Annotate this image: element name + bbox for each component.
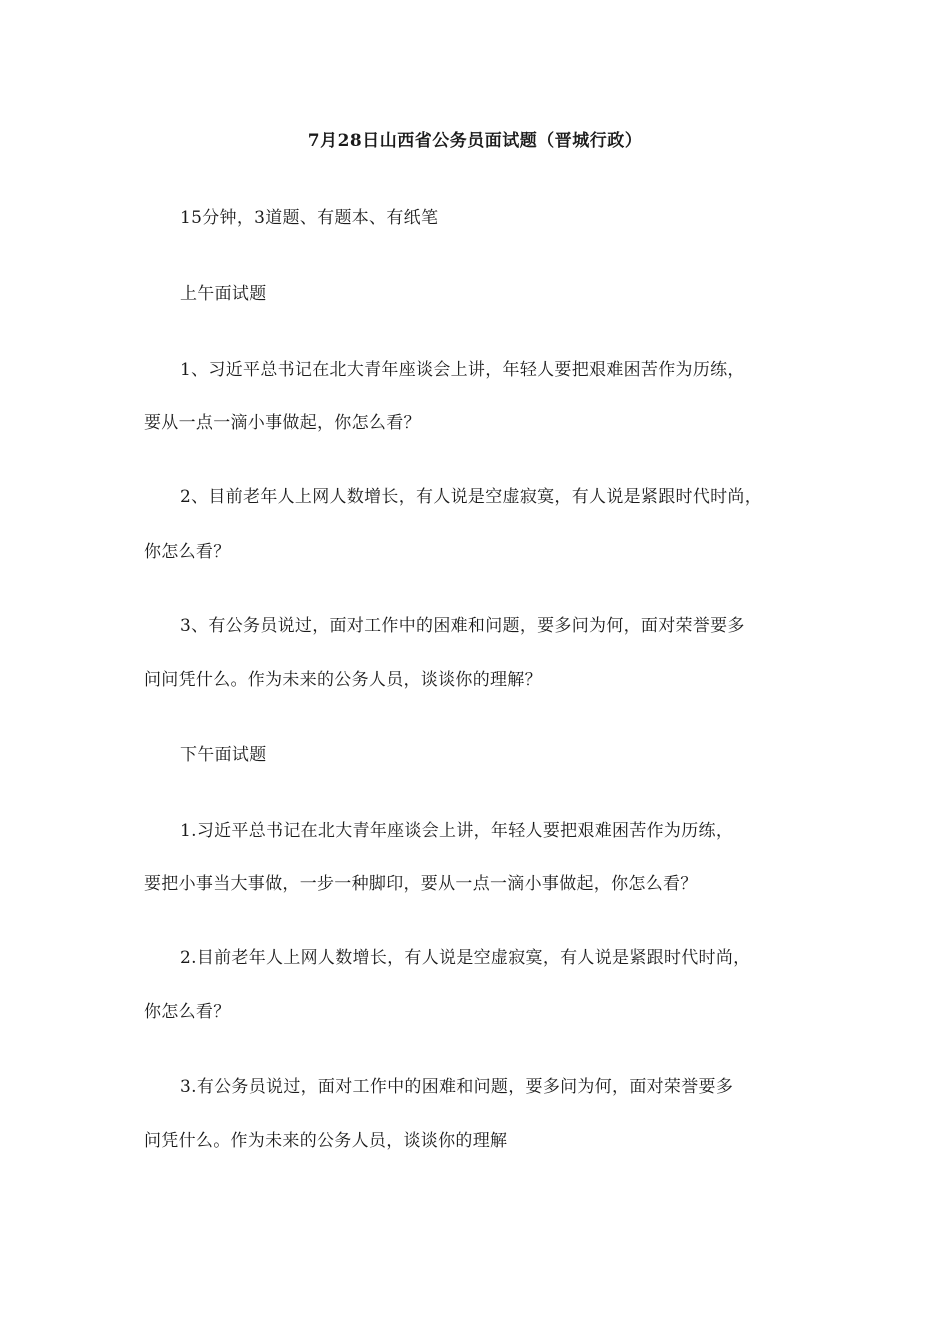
morning-question-2-line-2: 你怎么看？ (144, 542, 231, 562)
intro-text: 15分钟，3道题、有题本、有纸笔 (180, 208, 439, 228)
afternoon-question-1-line-1: 1.习近平总书记在北大青年座谈会上讲，年轻人要把艰难困苦作为历练， (180, 821, 734, 841)
morning-question-1-line-1: 1、习近平总书记在北大青年座谈会上讲，年轻人要把艰难困苦作为历练， (180, 360, 745, 380)
morning-question-2-line-1: 2、目前老年人上网人数增长，有人说是空虚寂寞，有人说是紧跟时代时尚， (180, 487, 763, 507)
morning-question-3-line-1: 3、有公务员说过，面对工作中的困难和问题，要多问为何，面对荣誉要多 (180, 616, 745, 636)
morning-question-1-line-2: 要从一点一滴小事做起，你怎么看？ (144, 413, 421, 433)
afternoon-question-1-line-2: 要把小事当大事做，一步一种脚印，要从一点一滴小事做起，你怎么看？ (144, 874, 698, 894)
afternoon-question-2-line-1: 2.目前老年人上网人数增长，有人说是空虚寂寞，有人说是紧跟时代时尚， (180, 948, 751, 968)
afternoon-question-3-line-1: 3.有公务员说过，面对工作中的困难和问题，要多问为何，面对荣誉要多 (180, 1077, 734, 1097)
morning-heading: 上午面试题 (180, 284, 267, 304)
afternoon-heading: 下午面试题 (180, 745, 267, 765)
afternoon-question-2-line-2: 你怎么看？ (144, 1002, 231, 1022)
morning-question-3-line-2: 问问凭什么。作为未来的公务人员，谈谈你的理解？ (144, 670, 542, 690)
document-title: 7月28日山西省公务员面试题（晋城行政） (307, 131, 643, 151)
afternoon-question-3-line-2: 问凭什么。作为未来的公务人员，谈谈你的理解 (144, 1131, 508, 1151)
